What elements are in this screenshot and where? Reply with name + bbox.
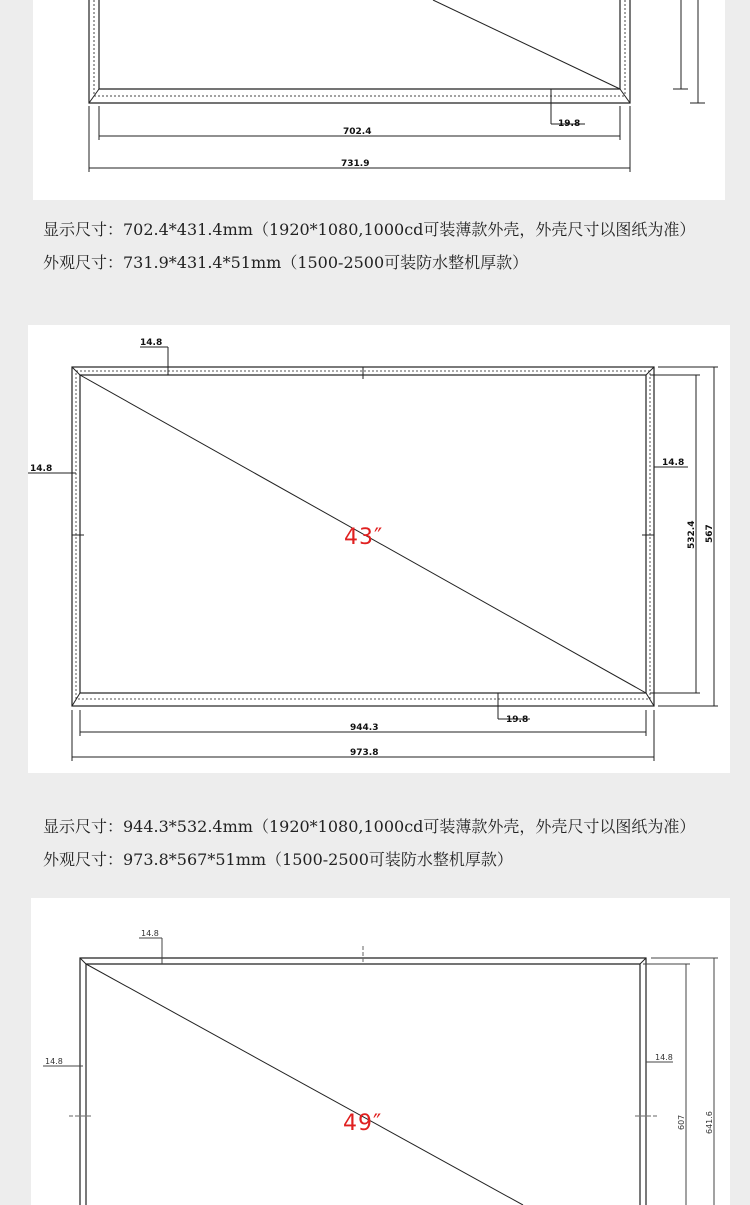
diagonal-3 (86, 964, 523, 1205)
drawing-2-svg (28, 325, 730, 773)
dim-top-bezel-3: 14.8 (141, 929, 159, 938)
frame-outer-3 (80, 958, 646, 1205)
dim-inner-width-1: 702.4 (343, 127, 372, 137)
dim-left-bezel-2: 14.8 (30, 464, 53, 474)
spec-outer-size-2: 外观尺寸：973.8*567*51mm（1500-2500可装防水整机厚款） (43, 850, 513, 869)
drawing-panel-1 (33, 0, 725, 200)
dim-right-bezel-2: 14.8 (662, 458, 685, 468)
drawing-panel-3 (31, 898, 730, 1205)
drawing-panel-2 (28, 325, 730, 773)
drawing-3-svg (31, 898, 730, 1205)
diagonal-1 (433, 0, 620, 89)
size-label-43: 43″ (344, 525, 384, 550)
drawing-1-svg (33, 0, 725, 200)
spec-display-size-2: 显示尺寸：944.3*532.4mm（1920*1080,1000cd可装薄款外壳，外壳尺寸以图纸为准） (43, 817, 696, 836)
dim-outer-width-1: 731.9 (341, 159, 370, 169)
size-label-49: 49″ (343, 1111, 383, 1136)
spec-outer-size-1: 外观尺寸：731.9*431.4*51mm（1500-2500可装防水整机厚款） (43, 253, 529, 272)
dim-right-bezel-3: 14.8 (655, 1053, 673, 1062)
dim-outer-width-2: 973.8 (350, 748, 379, 758)
dim-left-bezel-3: 14.8 (45, 1057, 63, 1066)
dim-outer-height-3: 641.6 (705, 1111, 714, 1134)
dim-inner-width-2: 944.3 (350, 723, 379, 733)
frame-outer-1 (89, 0, 630, 103)
dim-inner-height-2: 532.4 (687, 520, 697, 549)
dim-top-bezel-2: 14.8 (140, 338, 163, 348)
frame-inner-1 (99, 0, 620, 89)
frame-inner-3 (86, 964, 640, 1205)
dim-inner-height-3: 607 (677, 1114, 686, 1130)
dim-bezel-1: 19.8 (558, 119, 581, 129)
spec-display-size-1: 显示尺寸：702.4*431.4mm（1920*1080,1000cd可装薄款外壳，外壳尺寸以图纸为准） (43, 220, 696, 239)
dim-outer-height-2: 567 (705, 524, 715, 543)
dim-bottom-bezel-2: 19.8 (506, 715, 529, 725)
